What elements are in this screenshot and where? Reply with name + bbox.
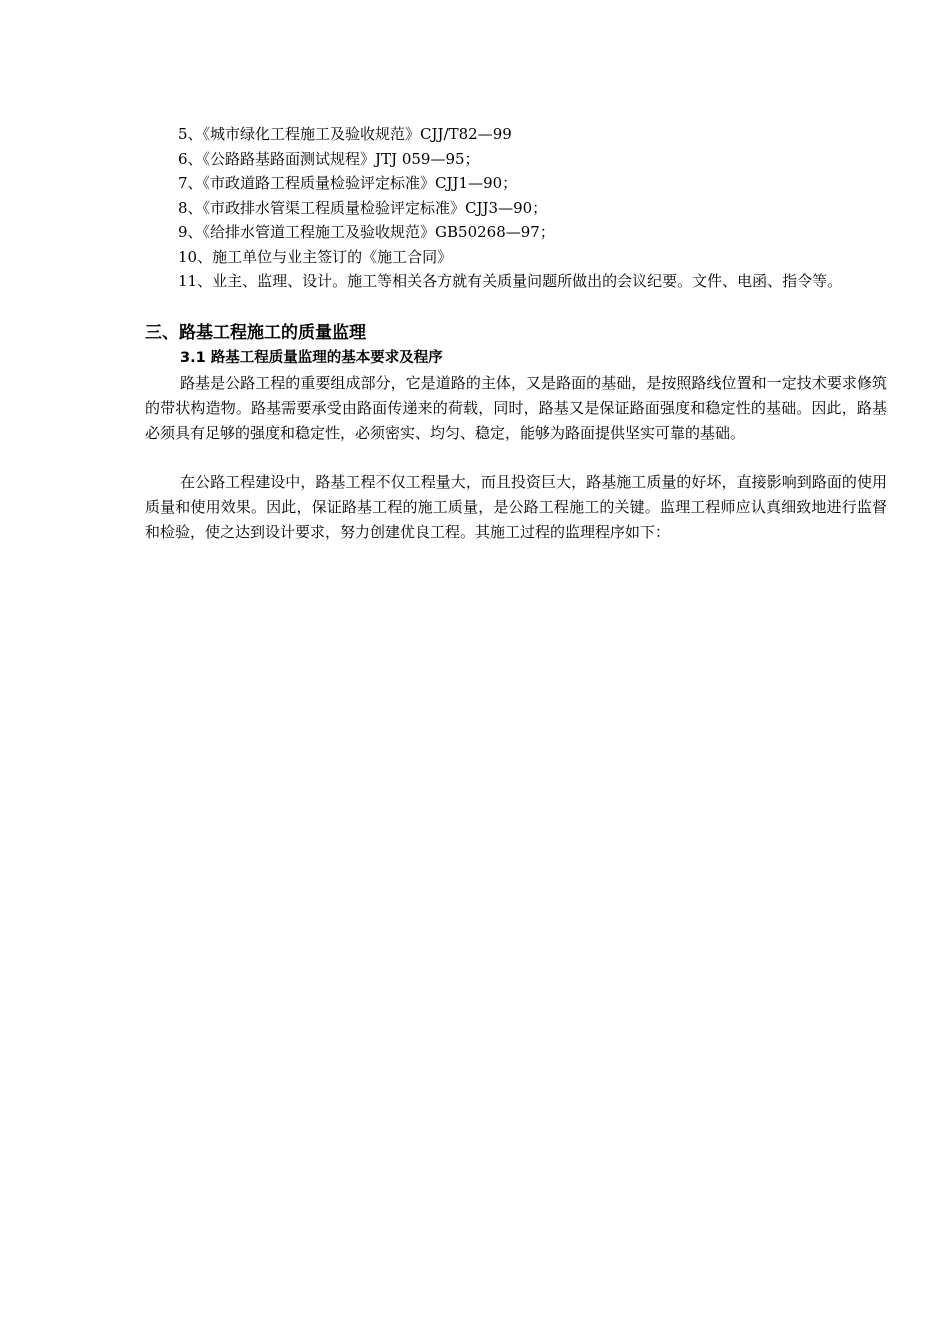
reference-item: 6、《公路路基路面测试规程》JTJ 059—95； [178,149,480,168]
reference-item: 5、《城市绿化工程施工及验收规范》CJJ/T82—99 [178,125,512,143]
body-paragraph: 在公路工程建设中，路基工程不仅工程量大，而且投资巨大，路基施工质量的好坏，直接影响到路面的使用质量和使用效果。因此，保证路基工程的施工质量，是公路工程施工的关键。监理工程师应认真细致地进行监督和检验，使之达到设计要求，努力创建优良工程。其施工过程的监理程序如下： [145,473,887,541]
reference-item: 8、《市政排水管渠工程质量检验评定标准》CJJ3—90； [178,198,548,217]
section-heading: 三、路基工程施工的质量监理 [145,323,366,343]
subsection-heading: 3.1 路基工程质量监理的基本要求及程序 [180,350,443,366]
reference-item: 7、《市政道路工程质量检验评定标准》CJJ1—90； [178,174,518,193]
reference-item: 10、施工单位与业主签订的《施工合同》 [178,247,453,266]
reference-item: 9、《给排水管道工程施工及验收规范》GB50268—97； [178,223,555,242]
reference-list [178,122,888,293]
body-paragraph: 路基是公路工程的重要组成部分，它是道路的主体，又是路面的基础，是按照路线位置和一定技术要求修筑的带状构造物。路基需要承受由路面传递来的荷载，同时，路基又是保证路面强度和稳定性的基础。因此，路基必须具有足够的强度和稳定性，必须密实、均匀、稳定，能够为路面提供坚实可靠的基础。 [145,374,887,442]
reference-item: 11、业主、监理、设计。施工等相关各方就有关质量问题所做出的会议纪要。文件、电函、指令等。 [178,271,843,290]
